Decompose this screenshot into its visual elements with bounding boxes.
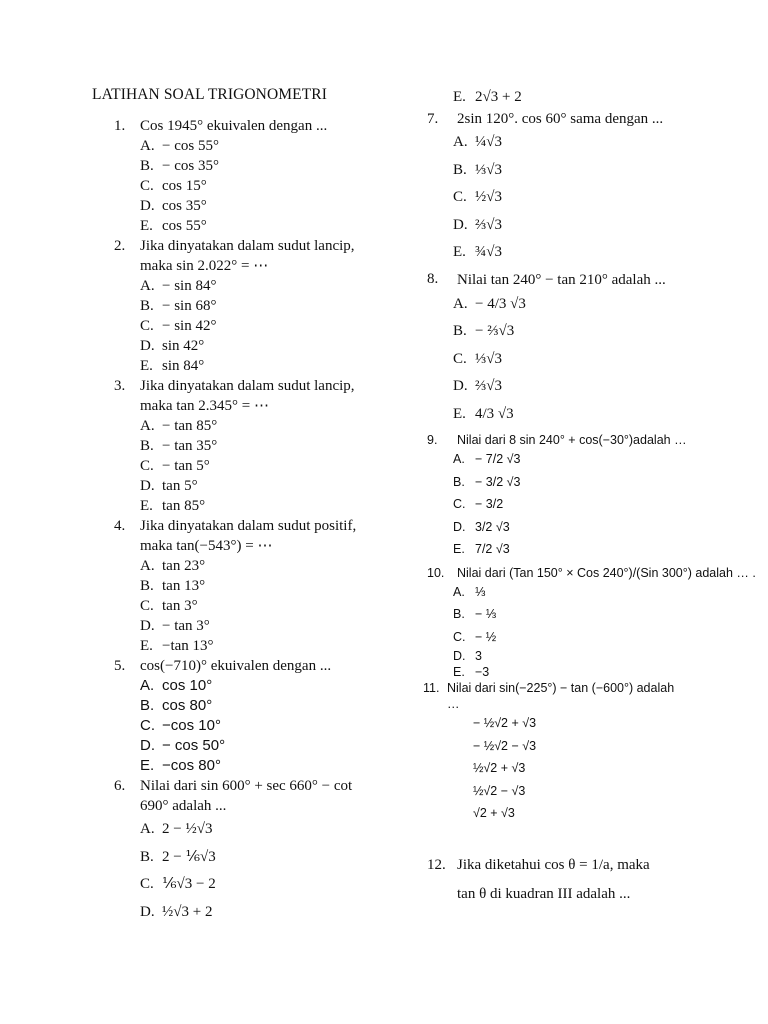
question-stem: Nilai dari sin 600° + sec 660° − cot 690° adalah ... [140, 778, 353, 814]
option-list [427, 448, 762, 561]
question-3 [92, 376, 382, 516]
option-b: B. 2 − ⅙√3 [140, 848, 216, 865]
question-4 [92, 516, 382, 656]
option-a: A. ⅓ [453, 584, 486, 599]
option-c: C. ⅙√3 − 2 [140, 876, 216, 892]
question-number: 10. [427, 565, 445, 580]
question-stem: 2sin 120°. cos 60° sama dengan ... [457, 111, 664, 127]
option-list [92, 676, 382, 776]
question-number: 5. [114, 658, 126, 674]
question-stem: Nilai dari (Tan 150° × Cos 240°)/(Sin 300°) adalah … . [457, 565, 756, 580]
option-list [92, 416, 382, 516]
option-c: C. cos 15° [140, 178, 207, 194]
option-d: D. − tan 3° [140, 618, 210, 634]
option-3: ½√2 + √3 [473, 761, 526, 775]
option-list [92, 556, 382, 656]
page-title: LATIHAN SOAL TRIGONOMETRI [92, 86, 327, 103]
question-stem: Nilai tan 240° − tan 210° adalah ... [457, 271, 666, 288]
question-number: 9. [427, 433, 438, 447]
option-d: D. 3/2 √3 [453, 519, 510, 534]
question-stem: Nilai dari 8 sin 240° + cos(−30°)adalah … [457, 433, 687, 447]
question-12 [427, 851, 762, 909]
option-e: E. −cos 80° [140, 757, 221, 774]
option-list [92, 136, 382, 236]
option-list-short [427, 648, 762, 680]
question-number: 3. [114, 378, 126, 394]
question-number: 1. [114, 118, 126, 134]
option-list [92, 276, 382, 376]
option-e: E. sin 84° [140, 358, 205, 374]
option-c: C. tan 3° [140, 598, 198, 614]
question-11 [423, 680, 762, 825]
option-list [427, 129, 762, 267]
option-2: − ½√2 − √3 [473, 738, 537, 753]
question-number: 4. [114, 518, 126, 534]
option-b: B. − ⅓ [453, 607, 497, 621]
question-7 [427, 109, 762, 267]
question-10 [427, 565, 762, 681]
right-column [423, 87, 762, 909]
option-d: D. − cos 50° [140, 737, 226, 754]
question-number: 6. [114, 778, 126, 794]
option-c: C. ½√3 [453, 189, 502, 205]
option-e: E. −tan 13° [140, 638, 214, 654]
option-d: D. ⅔√3 [453, 378, 502, 394]
option-e: E. cos 55° [140, 218, 207, 234]
question-stem: Nilai dari sin(−225°) − tan (−600°) adalah … [447, 681, 675, 711]
option-a: A. − 7/2 √3 [453, 452, 521, 466]
option-c: C. − sin 42° [140, 318, 217, 334]
question-number: 12. [427, 856, 446, 873]
option-e: E. tan 85° [140, 498, 206, 514]
option-e: E. 2√3 + 2 [453, 89, 522, 105]
option-list-continued [427, 87, 762, 107]
question-number: 8. [427, 270, 439, 287]
option-d: D. cos 35° [140, 198, 207, 214]
option-b: B. − ⅔√3 [453, 323, 515, 339]
option-d: D. 3 [453, 649, 482, 663]
option-e: E. −3 [453, 665, 490, 679]
option-b: B. tan 13° [140, 578, 206, 594]
option-c: C. − 3/2 [453, 497, 504, 511]
question-stem: Jika dinyatakan dalam sudut lancip, maka sin 2.022° = ⋯ [140, 238, 355, 274]
question-1 [92, 116, 382, 236]
option-e: E. 7/2 √3 [453, 542, 510, 556]
option-list [427, 291, 762, 429]
option-d: D. tan 5° [140, 478, 198, 494]
option-b: B. − 3/2 √3 [453, 474, 521, 489]
option-c: C. −cos 10° [140, 717, 221, 734]
option-b: B. cos 80° [140, 697, 213, 714]
left-column [92, 86, 382, 926]
option-1: − ½√2 + √3 [473, 716, 537, 730]
option-a: A. tan 23° [140, 558, 206, 574]
question-stem: Jika dinyatakan dalam sudut positif, maka tan(−543°) = ⋯ [140, 518, 357, 554]
question-8 [427, 269, 762, 429]
question-6 [92, 776, 382, 926]
option-d: D. sin 42° [140, 338, 205, 354]
option-a: A. ¼√3 [453, 134, 502, 150]
option-a: A. cos 10° [140, 677, 213, 694]
question-stem: Jika dinyatakan dalam sudut lancip, maka tan 2.345° = ⋯ [140, 378, 355, 414]
question-number: 11. [423, 681, 440, 695]
question-stem: Cos 1945° ekuivalen dengan ... [140, 118, 328, 134]
option-b: B. − tan 35° [140, 438, 218, 454]
option-a: A. − sin 84° [140, 278, 217, 294]
option-c: C. − ½ [453, 629, 497, 644]
option-a: A. 2 − ½√3 [140, 821, 213, 837]
option-list [423, 712, 762, 825]
option-b: B. − sin 68° [140, 298, 217, 314]
option-5: √2 + √3 [473, 806, 515, 820]
question-stem: cos(−710)° ekuivalen dengan ... [140, 658, 332, 674]
option-d: D. ⅔√3 [453, 216, 502, 233]
option-4: ½√2 − √3 [473, 783, 526, 798]
option-list [92, 816, 382, 926]
option-a: A. − tan 85° [140, 418, 218, 434]
option-e: E. 4/3 √3 [453, 405, 514, 422]
option-c: C. − tan 5° [140, 458, 210, 474]
option-e: E. ¾√3 [453, 244, 502, 260]
question-stem: Jika diketahui cos θ = 1/a, maka tan θ di kuadran III adalah ... [457, 856, 650, 902]
question-9 [427, 432, 762, 561]
option-a: A. − cos 55° [140, 138, 219, 154]
option-b: B. − cos 35° [140, 158, 219, 174]
question-number: 7. [427, 111, 439, 127]
option-a: A. − 4/3 √3 [453, 295, 526, 312]
question-5 [92, 656, 382, 776]
question-number: 2. [114, 238, 126, 254]
question-2 [92, 236, 382, 376]
option-b: B. ⅓√3 [453, 161, 502, 178]
option-c: C. ⅓√3 [453, 350, 502, 367]
option-list [427, 581, 762, 649]
option-d: D. ½√3 + 2 [140, 903, 213, 920]
